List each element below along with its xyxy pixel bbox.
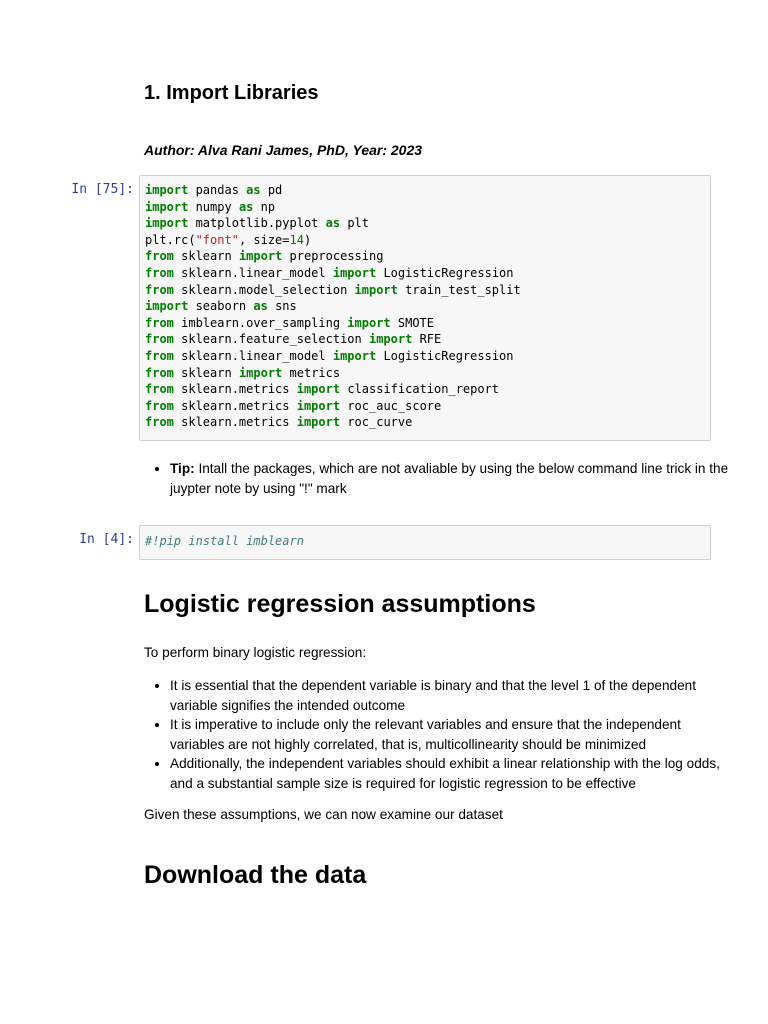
code-line: from sklearn.metrics import roc_curve — [145, 415, 413, 430]
code-cell-imports[interactable] — [139, 175, 711, 441]
tip-label: Tip: — [170, 461, 195, 476]
code-line: from sklearn import metrics — [145, 365, 341, 380]
code-line: from sklearn.metrics import classification_report — [145, 382, 500, 397]
assumption-item: • It is imperative to include only the relevant variables and ensure that the independent variables are not highly correlated, that is, multicollinearity should be minimized — [170, 715, 736, 754]
section-heading-import-libraries: 1. Import Libraries — [144, 82, 319, 104]
cell-prompt-4: In [4]: — [79, 532, 134, 547]
code-line: from sklearn.linear_model import LogisticRegression — [145, 348, 514, 363]
code-line: from imblearn.over_sampling import SMOTE — [145, 315, 435, 330]
intro-paragraph: To perform binary logistic regression: — [144, 645, 367, 660]
code-line: from sklearn.feature_selection import RFE — [145, 332, 442, 347]
code-line: from sklearn.linear_model import LogisticRegression — [145, 265, 514, 280]
tip-list — [144, 459, 730, 498]
code-line: from sklearn.model_selection import train_test_split — [145, 282, 521, 297]
assumption-item: • Additionally, the independent variables should exhibit a linear relationship with the log odds, and a substantial sample size is required for logistic regression to be effective — [170, 754, 736, 793]
conclusion-paragraph: Given these assumptions, we can now examine our dataset — [144, 807, 503, 822]
code-line: from sklearn.metrics import roc_auc_score — [145, 398, 442, 413]
section-heading-assumptions: Logistic regression assumptions — [144, 590, 536, 618]
tip-text: Intall the packages, which are not avaliable by using the below command line trick in the juypter note by using "!" mark — [170, 461, 729, 496]
code-line: plt.rc("font", size=14) — [145, 232, 312, 247]
code-editor-imports[interactable] — [145, 182, 521, 431]
code-editor-pip-install[interactable]: #!pip install imblearn — [145, 534, 304, 548]
tip-item — [170, 459, 730, 498]
code-line: import numpy as np — [145, 199, 276, 214]
code-cell-pip-install[interactable] — [139, 525, 711, 560]
assumption-item: • It is essential that the dependent variable is binary and that the level 1 of the dependent variable signifies the intended outcome — [170, 676, 736, 715]
section-heading-download-data: Download the data — [144, 861, 367, 889]
assumptions-list — [144, 676, 736, 793]
code-line: import pandas as pd — [145, 183, 283, 197]
code-line: import seaborn as sns — [145, 299, 297, 314]
author-line: Author: Alva Rani James, PhD, Year: 2023 — [144, 142, 423, 158]
code-line: import matplotlib.pyplot as plt — [145, 216, 369, 231]
code-line: from sklearn import preprocessing — [145, 249, 384, 264]
cell-prompt-75: In [75]: — [71, 182, 134, 197]
